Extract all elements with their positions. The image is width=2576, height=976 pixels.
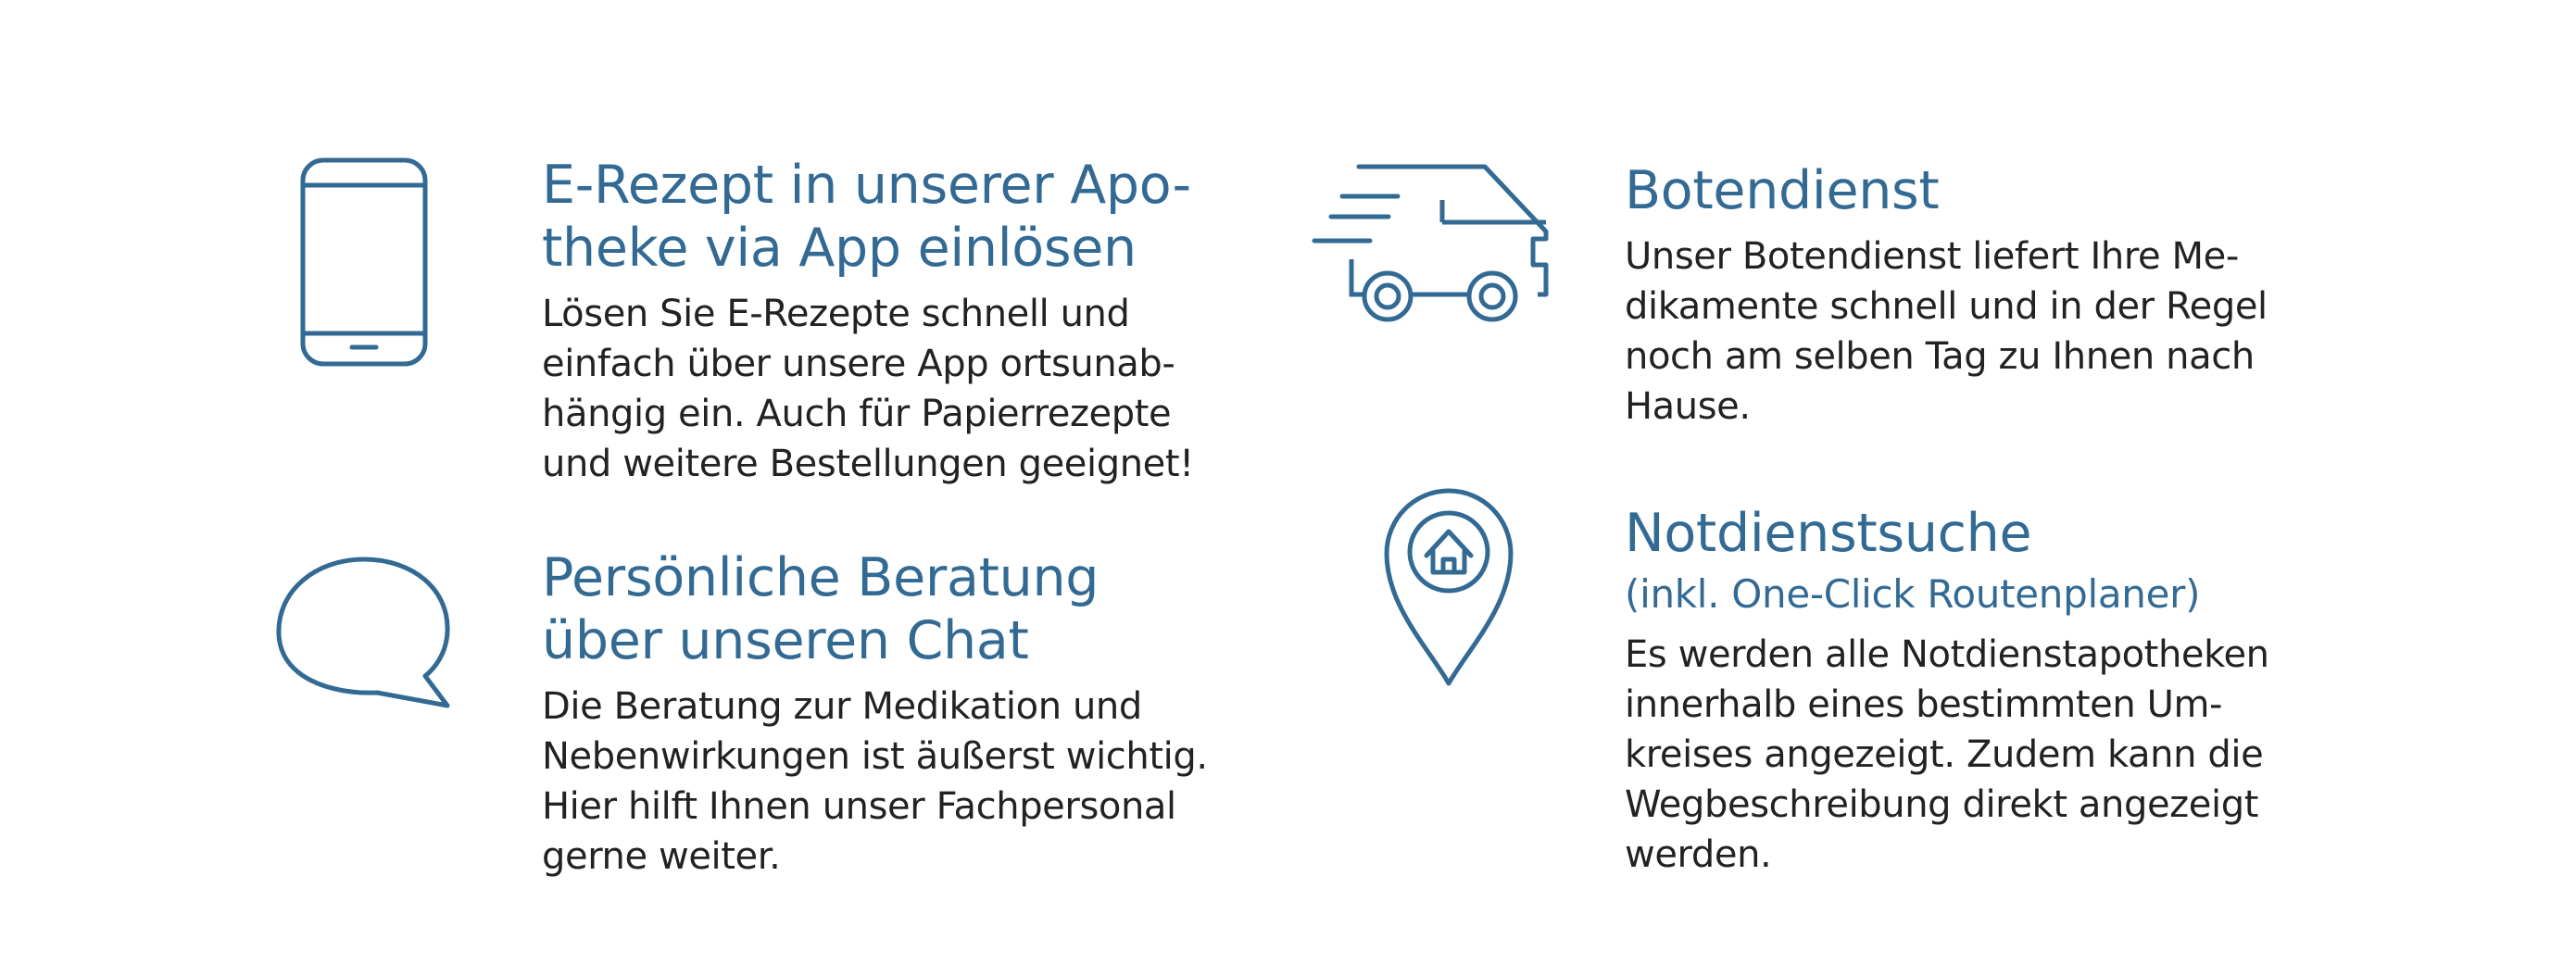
feature-title: [1625, 159, 2236, 222]
chat-bubble-icon: [275, 556, 453, 709]
title-line: Botendienst: [1625, 160, 1940, 221]
description-line: kreises angezeigt. Zudem kann die: [1625, 733, 2264, 776]
feature-title: [542, 154, 1191, 280]
feature-beratung: [542, 546, 1208, 882]
title-line: Persönliche Beratung: [542, 547, 1100, 608]
description-line: Hause.: [1625, 385, 1751, 428]
description-line: Hier hilft Ihnen unser Fachpersonal: [542, 785, 1176, 828]
description-line: hängig ein. Auch für Papierrezepte: [542, 393, 1172, 435]
description-line: werden.: [1625, 833, 1772, 876]
feature-description: [1625, 231, 2268, 432]
feature-notdienstsuche: [1625, 502, 2269, 880]
title-line: E-Rezept in unserer Apo-: [542, 155, 1191, 216]
feature-description: [542, 289, 1194, 489]
delivery-van-icon: [1311, 163, 1556, 326]
smartphone-icon: [300, 157, 428, 367]
description-line: einfach über unsere App ortsunab-: [542, 343, 1175, 385]
feature-title: [542, 546, 1153, 672]
location-pin-home-icon: [1383, 487, 1514, 687]
description-line: Unser Botendienst liefert Ihre Me-: [1625, 235, 2239, 278]
feature-botendienst: [1625, 159, 2268, 432]
description-line: innerhalb eines bestimmten Um-: [1625, 683, 2223, 726]
feature-description: [542, 682, 1208, 882]
title-line: über unseren Chat: [542, 610, 1029, 671]
feature-description: [1625, 630, 2269, 880]
description-line: noch am selben Tag zu Ihnen nach: [1625, 335, 2255, 378]
description-line: gerne weiter.: [542, 835, 781, 878]
feature-subtitle: (inkl. One-Click Routenplaner): [1625, 571, 2201, 617]
description-line: Wegbeschreibung direkt angezeigt: [1625, 783, 2258, 826]
description-line: und weitere Bestellungen geeignet!: [542, 443, 1194, 485]
description-line: Die Beratung zur Medikation und: [542, 685, 1142, 728]
feature-title: [1625, 502, 2236, 565]
description-line: dikamente schnell und in der Regel: [1625, 285, 2268, 328]
title-line: theke via App einlösen: [542, 218, 1137, 279]
title-line: Notdienstsuche: [1625, 503, 2032, 564]
feature-e-rezept: [542, 154, 1194, 489]
description-line: Es werden alle Notdienstapotheken: [1625, 633, 2269, 676]
description-line: Lösen Sie E-Rezepte schnell und: [542, 293, 1130, 335]
description-line: Nebenwirkungen ist äußerst wichtig.: [542, 735, 1208, 778]
